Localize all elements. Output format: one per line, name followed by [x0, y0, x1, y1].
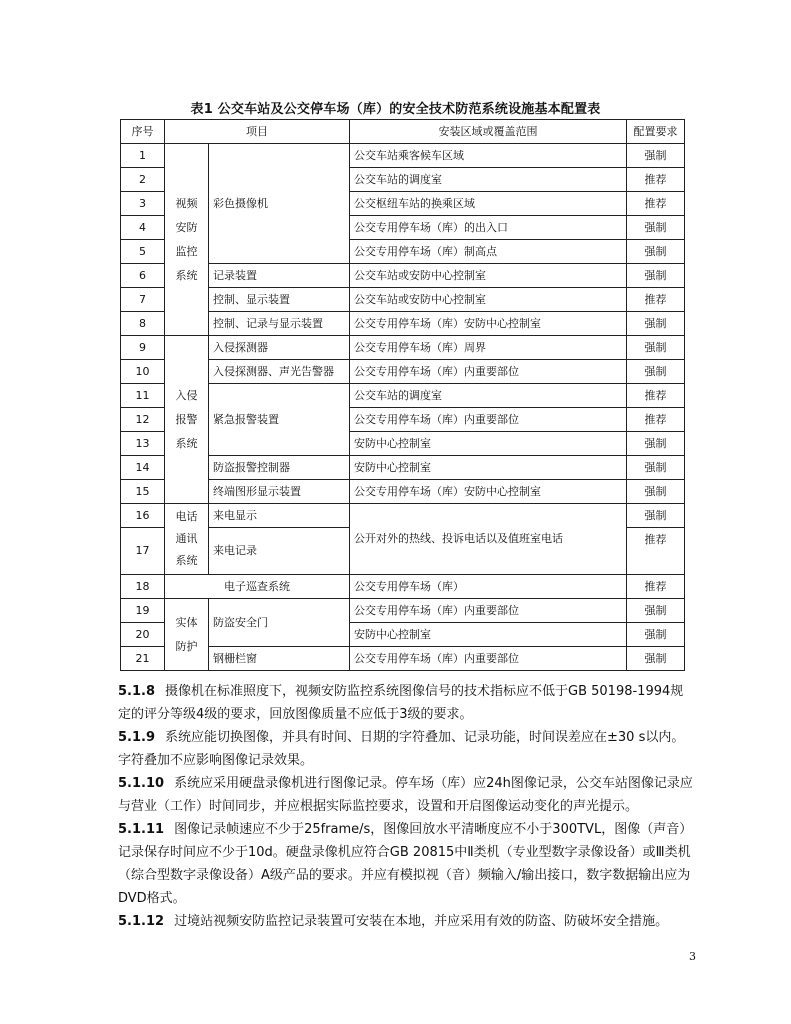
paragraph-5-1-10: 5.1.10 系统应采用硬盘录像机进行图像记录。停车场（库）应24h图像记录，公交车站图像记录应与营业（工作）时间同步，并应根据实际监控要求，设置和开启图像运动变化的声光提示。	[118, 776, 693, 814]
row-item: 紧急报警装置	[209, 384, 350, 456]
paragraph-5-1-9: 5.1.9 系统应能切换图像，并具有时间、日期的字符叠加、记录功能，时间误差应在±30 s以内。字符叠加不应影响图像记录效果。	[118, 730, 685, 768]
row-req: 强制	[627, 623, 685, 647]
group-physical: 实体 防护	[165, 599, 209, 671]
row-scope: 公交专用停车场（库）内重要部位	[350, 360, 627, 384]
row-scope: 公交专用停车场（库）周界	[350, 336, 627, 360]
row-req: 强制	[627, 504, 685, 528]
row-req: 推荐	[627, 384, 685, 408]
row-req: 强制	[627, 360, 685, 384]
page-number: 3	[689, 950, 696, 963]
row-scope: 公交专用停车场（库）的出入口	[350, 216, 627, 240]
row-req: 推荐	[627, 168, 685, 192]
row-seq: 2	[121, 168, 165, 192]
row-req: 推荐	[627, 575, 685, 599]
header-item: 项目	[165, 120, 350, 144]
row-req: 强制	[627, 599, 685, 623]
row-req: 推荐	[627, 192, 685, 216]
config-table	[120, 119, 685, 671]
row-seq: 11	[121, 384, 165, 408]
table-row	[121, 575, 685, 599]
table-row	[121, 144, 685, 168]
group-alarm: 入侵 报警 系统	[165, 336, 209, 504]
header-seq: 序号	[121, 120, 165, 144]
row-req: 强制	[627, 336, 685, 360]
row-seq: 7	[121, 288, 165, 312]
row-seq: 20	[121, 623, 165, 647]
row-seq: 13	[121, 432, 165, 456]
row-scope: 公交车站的调度室	[350, 384, 627, 408]
row-seq: 12	[121, 408, 165, 432]
row-item: 彩色摄像机	[209, 144, 350, 264]
paragraph-5-1-11: 5.1.11 图像记录帧速应不少于25frame/s，图像回放水平清晰度应不小于300TVL，图像（声音）记录保存时间应不少于10d。硬盘录像机应符合GB 20815中Ⅱ类机（专业型数字录像设备）或Ⅲ类机（综合型数字录像设备）A级产品的要求。并应有模拟视（音）频输入/输出接口，数字数据输出应为DVD格式。	[118, 822, 693, 906]
row-seq: 19	[121, 599, 165, 623]
row-item: 防盗报警控制器	[209, 456, 350, 480]
row-scope: 公交枢纽车站的换乘区域	[350, 192, 627, 216]
row-scope: 公开对外的热线、投诉电话以及值班室电话	[350, 504, 627, 575]
row-scope: 公交专用停车场（库）安防中心控制室	[350, 312, 627, 336]
row-scope: 公交专用停车场（库）制高点	[350, 240, 627, 264]
row-req: 强制	[627, 264, 685, 288]
group-patrol: 电子巡查系统	[165, 575, 350, 599]
table-row	[121, 599, 685, 623]
row-item: 控制、记录与显示装置	[209, 312, 350, 336]
row-scope: 公交车站乘客候车区域	[350, 144, 627, 168]
header-scope: 安装区域或覆盖范围	[350, 120, 627, 144]
row-seq: 5	[121, 240, 165, 264]
row-seq: 15	[121, 480, 165, 504]
row-item: 钢栅栏窗	[209, 647, 350, 671]
group-video: 视频 安防 监控 系统	[165, 144, 209, 336]
row-item: 终端图形显示装置	[209, 480, 350, 504]
row-req: 推荐	[627, 288, 685, 312]
row-req: 强制	[627, 240, 685, 264]
row-req: 强制	[627, 480, 685, 504]
row-scope: 安防中心控制室	[350, 456, 627, 480]
table-title: 表1 公交车站及公交停车场（库）的安全技术防范系统设施基本配置表	[190, 102, 601, 117]
row-req: 强制	[627, 432, 685, 456]
group-phone: 电话 通讯 系统	[165, 504, 209, 575]
row-req: 强制	[627, 456, 685, 480]
row-req: 强制	[627, 312, 685, 336]
row-item: 控制、显示装置	[209, 288, 350, 312]
row-item: 入侵探测器	[209, 336, 350, 360]
row-req: 推荐	[627, 408, 685, 432]
row-scope: 安防中心控制室	[350, 623, 627, 647]
row-scope: 公交专用停车场（库）安防中心控制室	[350, 480, 627, 504]
row-scope: 公交专用停车场（库）内重要部位	[350, 599, 627, 623]
row-item: 来电记录	[209, 528, 350, 575]
row-seq: 6	[121, 264, 165, 288]
row-seq: 18	[121, 575, 165, 599]
row-scope: 公交专用停车场（库）	[350, 575, 627, 599]
row-req: 强制	[627, 216, 685, 240]
table-row	[121, 336, 685, 360]
row-req: 推荐	[627, 528, 685, 575]
paragraph-5-1-12: 5.1.12 过境站视频安防监控记录装置可安装在本地，并应采用有效的防盗、防破坏安全措施。	[118, 914, 669, 929]
row-scope: 公交车站的调度室	[350, 168, 627, 192]
row-seq: 17	[121, 528, 165, 575]
header-req: 配置要求	[627, 120, 685, 144]
table-header-row	[121, 120, 685, 144]
row-item: 防盗安全门	[209, 599, 350, 647]
row-req: 强制	[627, 144, 685, 168]
body-paragraphs	[118, 680, 696, 933]
row-scope: 公交专用停车场（库）内重要部位	[350, 647, 627, 671]
row-req: 强制	[627, 647, 685, 671]
table-row	[121, 504, 685, 528]
row-scope: 公交车站或安防中心控制室	[350, 264, 627, 288]
row-scope: 公交车站或安防中心控制室	[350, 288, 627, 312]
row-seq: 4	[121, 216, 165, 240]
row-seq: 9	[121, 336, 165, 360]
row-seq: 21	[121, 647, 165, 671]
row-seq: 1	[121, 144, 165, 168]
row-item: 来电显示	[209, 504, 350, 528]
row-item: 记录装置	[209, 264, 350, 288]
row-seq: 16	[121, 504, 165, 528]
row-scope: 安防中心控制室	[350, 432, 627, 456]
row-seq: 14	[121, 456, 165, 480]
paragraph-5-1-8: 5.1.8 摄像机在标准照度下，视频安防监控系统图像信号的技术指标应不低于GB 50198-1994规定的评分等级4级的要求，回放图像质量不应低于3级的要求。	[118, 684, 684, 722]
row-item: 入侵探测器、声光告警器	[209, 360, 350, 384]
row-scope: 公交专用停车场（库）内重要部位	[350, 408, 627, 432]
row-seq: 8	[121, 312, 165, 336]
row-seq: 3	[121, 192, 165, 216]
row-seq: 10	[121, 360, 165, 384]
